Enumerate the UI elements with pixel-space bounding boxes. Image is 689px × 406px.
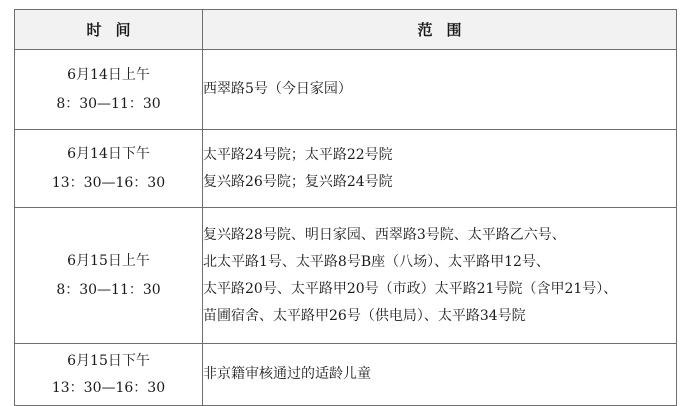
scope-line: 苗圃宿舍、太平路甲26号（供电局）、太平路34号院 — [203, 307, 526, 324]
table-row — [15, 50, 677, 130]
hours-label: 8：30—11：30 — [56, 281, 161, 298]
table-row — [15, 344, 677, 406]
header-row — [15, 10, 677, 50]
time-cell — [15, 130, 203, 208]
hours-label: 8：30—11：30 — [56, 95, 161, 112]
scope-column-header: 范围 — [203, 10, 677, 50]
schedule-table — [14, 9, 677, 406]
time-cell — [15, 344, 203, 406]
hours-label: 13：30—16：30 — [51, 174, 166, 191]
scope-line: 太平路20号、太平路甲20号（市政）太平路21号院（含甲21号）、 — [203, 280, 618, 297]
scope-line: 北太平路1号、太平路8号B座（八场）、太平路甲12号、 — [203, 253, 550, 270]
scope-cell — [203, 208, 677, 344]
hours-label: 13：30—16：30 — [51, 379, 166, 396]
scope-line: 太平路24号院；太平路22号院 — [203, 146, 393, 163]
date-label: 6月14日下午 — [67, 145, 150, 162]
scope-cell — [203, 130, 677, 208]
time-cell — [15, 208, 203, 344]
scope-line: 非京籍审核通过的适龄儿童 — [203, 366, 371, 382]
date-label: 6月15日下午 — [67, 352, 150, 369]
scope-cell — [203, 344, 677, 406]
time-cell — [15, 50, 203, 130]
date-label: 6月15日上午 — [67, 252, 150, 269]
scope-line: 西翠路5号（今日家园） — [203, 81, 352, 97]
table-row — [15, 130, 677, 208]
scope-line: 复兴路26号院；复兴路24号院 — [203, 173, 393, 190]
table-row — [15, 208, 677, 344]
scope-cell — [203, 50, 677, 130]
scope-line: 复兴路28号院、明日家园、西翠路3号院、太平路乙六号、 — [203, 226, 566, 243]
time-column-header: 时间 — [15, 10, 203, 50]
date-label: 6月14日上午 — [67, 66, 150, 83]
